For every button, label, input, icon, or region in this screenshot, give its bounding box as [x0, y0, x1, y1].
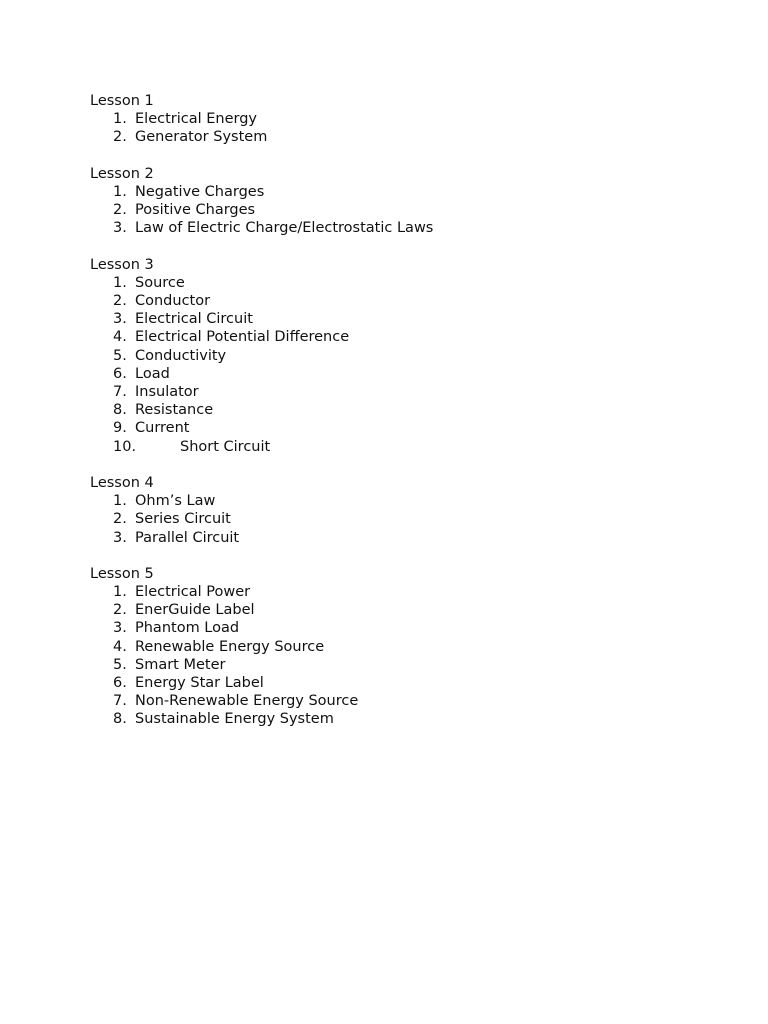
list-item-text: Parallel Circuit — [135, 529, 240, 546]
lesson-title: Lesson 1 — [90, 93, 154, 109]
list-item-text: Sustainable Energy System — [135, 711, 334, 728]
list-item — [90, 529, 730, 547]
list-item-text: Current — [135, 420, 190, 437]
lesson-section — [90, 256, 730, 456]
list-item — [90, 656, 730, 674]
lesson-title: Lesson 2 — [90, 165, 154, 182]
lesson-title: Lesson 5 — [90, 565, 154, 582]
list-item-number: 2. — [113, 129, 127, 146]
lesson-title: Lesson 4 — [90, 474, 154, 491]
list-item-text: Ohm’s Law — [135, 493, 216, 510]
lesson-section — [90, 565, 730, 729]
list-item — [90, 401, 730, 419]
list-item — [90, 674, 730, 692]
list-item-number: 4. — [113, 329, 127, 346]
lesson-title: Lesson 3 — [90, 256, 154, 273]
list-item — [90, 365, 730, 383]
list-item-text: Electrical Circuit — [135, 311, 253, 328]
list-item — [90, 419, 730, 437]
list-item-text: Generator System — [135, 129, 268, 146]
list-item — [90, 601, 730, 619]
list-item-text: Negative Charges — [135, 183, 265, 200]
numbered-list — [90, 583, 730, 729]
list-item — [90, 619, 730, 637]
list-item-text: Electrical Energy — [135, 111, 258, 128]
list-item-number: 3. — [113, 220, 127, 237]
list-item — [90, 583, 730, 601]
list-item-number: 3. — [113, 620, 127, 637]
list-item-text: Renewable Energy Source — [135, 638, 325, 655]
list-item-number: 5. — [113, 347, 127, 364]
list-item-number: 10. — [113, 438, 137, 455]
list-item — [90, 310, 730, 328]
list-item-text: Law of Electric Charge/Electrostatic Laws — [135, 220, 434, 237]
numbered-list — [90, 110, 730, 146]
list-item — [90, 183, 730, 201]
list-item — [90, 710, 730, 728]
numbered-list — [90, 274, 730, 456]
list-item-number: 4. — [113, 638, 127, 655]
list-item-text: Series Circuit — [135, 511, 231, 528]
list-item — [90, 692, 730, 710]
list-item — [90, 201, 730, 219]
list-item — [90, 110, 730, 128]
list-item — [90, 274, 730, 292]
list-item-text: Smart Meter — [135, 656, 226, 673]
list-item-number: 6. — [113, 365, 127, 382]
list-item-number: 1. — [113, 584, 127, 601]
list-item-text: Resistance — [135, 402, 214, 419]
lesson-section — [90, 92, 730, 147]
list-item-number: 2. — [113, 511, 127, 528]
list-item-text: Positive Charges — [135, 202, 256, 219]
list-item-text: Electrical Potential Difference — [135, 329, 350, 346]
list-item-number: 7. — [113, 384, 127, 400]
list-item-number: 2. — [113, 293, 127, 310]
lesson-section — [90, 165, 730, 238]
list-item-number: 5. — [113, 656, 127, 673]
list-item-number: 1. — [113, 274, 127, 291]
list-item-number: 6. — [113, 675, 127, 691]
list-item — [90, 383, 730, 401]
list-item-number: 1. — [113, 183, 127, 200]
list-item-text: Load — [135, 365, 170, 382]
list-item-number: 2. — [113, 202, 127, 219]
list-item-number: 3. — [113, 311, 127, 328]
list-item — [90, 638, 730, 656]
lesson-section — [90, 474, 730, 547]
list-item-number: 2. — [113, 602, 127, 619]
list-item-text: Phantom Load — [135, 620, 240, 637]
list-item — [90, 128, 730, 146]
list-item-text: Energy Star Label — [135, 675, 264, 691]
list-item-text: Electrical Power — [135, 584, 251, 601]
document-page — [90, 92, 730, 747]
list-item-number: 8. — [113, 402, 127, 419]
list-item — [90, 219, 730, 237]
list-item-text: EnerGuide Label — [135, 602, 255, 619]
list-item-number: 8. — [113, 711, 127, 728]
list-item-number: 1. — [113, 493, 127, 510]
numbered-list — [90, 492, 730, 547]
list-item — [90, 438, 730, 456]
list-item-number: 7. — [113, 693, 127, 710]
list-item-text: Non-Renewable Energy Source — [135, 693, 359, 710]
list-item — [90, 292, 730, 310]
list-item — [90, 347, 730, 365]
numbered-list — [90, 183, 730, 238]
list-item — [90, 492, 730, 510]
list-item-text: Conductivity — [135, 347, 227, 364]
list-item-number: 3. — [113, 529, 127, 546]
list-item — [90, 328, 730, 346]
list-item-text: Insulator — [135, 384, 199, 400]
list-item — [90, 510, 730, 528]
list-item-number: 1. — [113, 111, 127, 128]
list-item-text: Source — [135, 274, 185, 291]
list-item-text: Conductor — [135, 293, 211, 310]
list-item-number: 9. — [113, 420, 127, 437]
list-item-text: Short Circuit — [180, 438, 271, 455]
